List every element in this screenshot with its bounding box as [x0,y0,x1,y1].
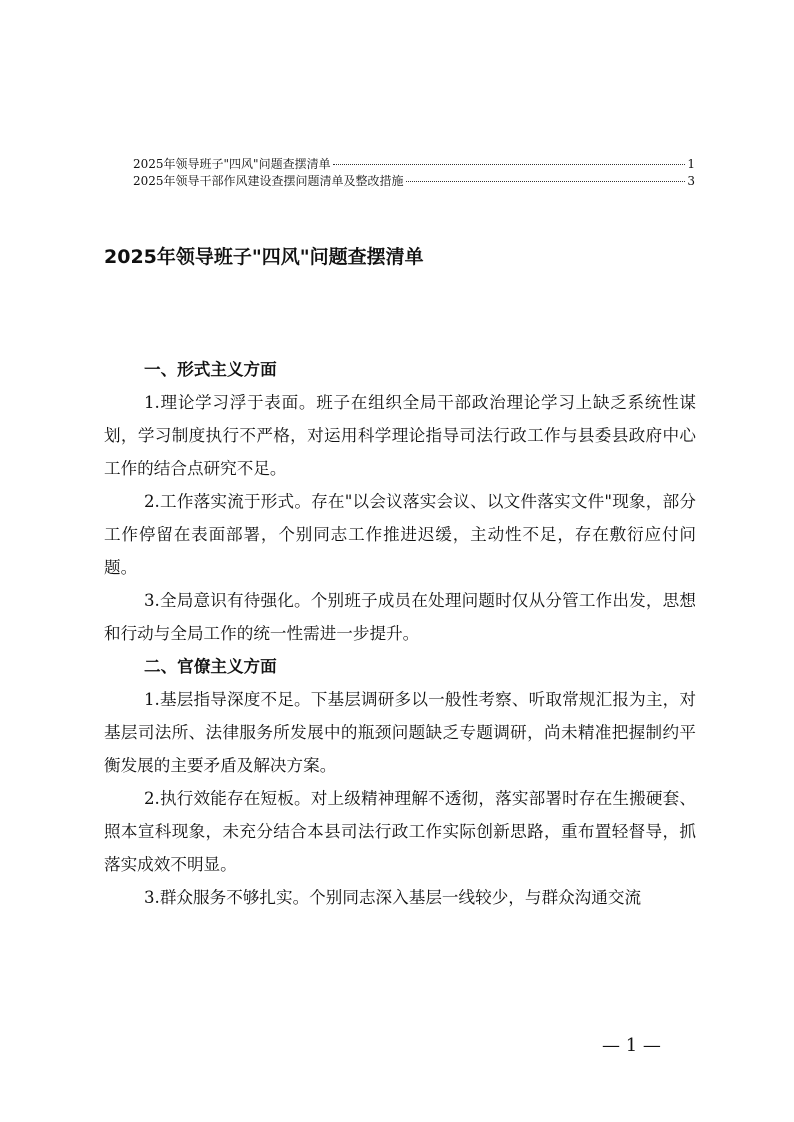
body-paragraph: 2.工作落实流于形式。存在"以会议落实会议、以文件落实文件"现象，部分工作停留在表面部署，个别同志工作推进迟缓，主动性不足，存在敷衍应付问题。 [104,492,696,577]
toc-leader-dots [406,180,686,182]
body-paragraph: 1.理论学习浮于表面。班子在组织全局干部政治理论学习上缺乏系统性谋划，学习制度执行不严格，对运用科学理论指导司法行政工作与县委县政府中心工作的结合点研究不足。 [104,393,696,478]
section-heading: 二、官僚主义方面 [144,657,277,676]
body-paragraph: 1.基层指导深度不足。下基层调研多以一般性考察、听取常规汇报为主，对基层司法所、法律服务所发展中的瓶颈问题缺乏专题调研，尚未精准把握制约平衡发展的主要矛盾及解决方案。 [104,690,696,775]
toc-entry-page: 1 [687,157,695,171]
body-paragraph: 3.群众服务不够扎实。个别同志深入基层一线较少，与群众沟通交流 [144,888,642,907]
section-heading: 一、形式主义方面 [144,360,277,379]
body-paragraph: 3.全局意识有待强化。个别班子成员在处理问题时仅从分管工作出发，思想和行动与全局工作的统一性需进一步提升。 [104,591,696,643]
toc-entry-title[interactable]: 2025年领导干部作风建设查摆问题清单及整改措施 [133,174,404,188]
body-paragraph: 2.执行效能存在短板。对上级精神理解不透彻，落实部署时存在生搬硬套、照本宣科现象，未充分结合本县司法行政工作实际创新思路，重布置轻督导，抓落实成效不明显。 [104,789,696,874]
document-title: 2025年领导班子"四风"问题查摆清单 [104,246,424,268]
page-number: — 1 — [602,1035,661,1056]
document-body [104,353,696,914]
toc-leader-dots [333,163,686,165]
table-of-contents [133,156,695,190]
toc-entry-title[interactable]: 2025年领导班子"四风"问题查摆清单 [133,157,331,171]
toc-entry-page: 3 [687,174,695,188]
toc-entry[interactable] [133,173,695,190]
toc-entry[interactable] [133,156,695,173]
